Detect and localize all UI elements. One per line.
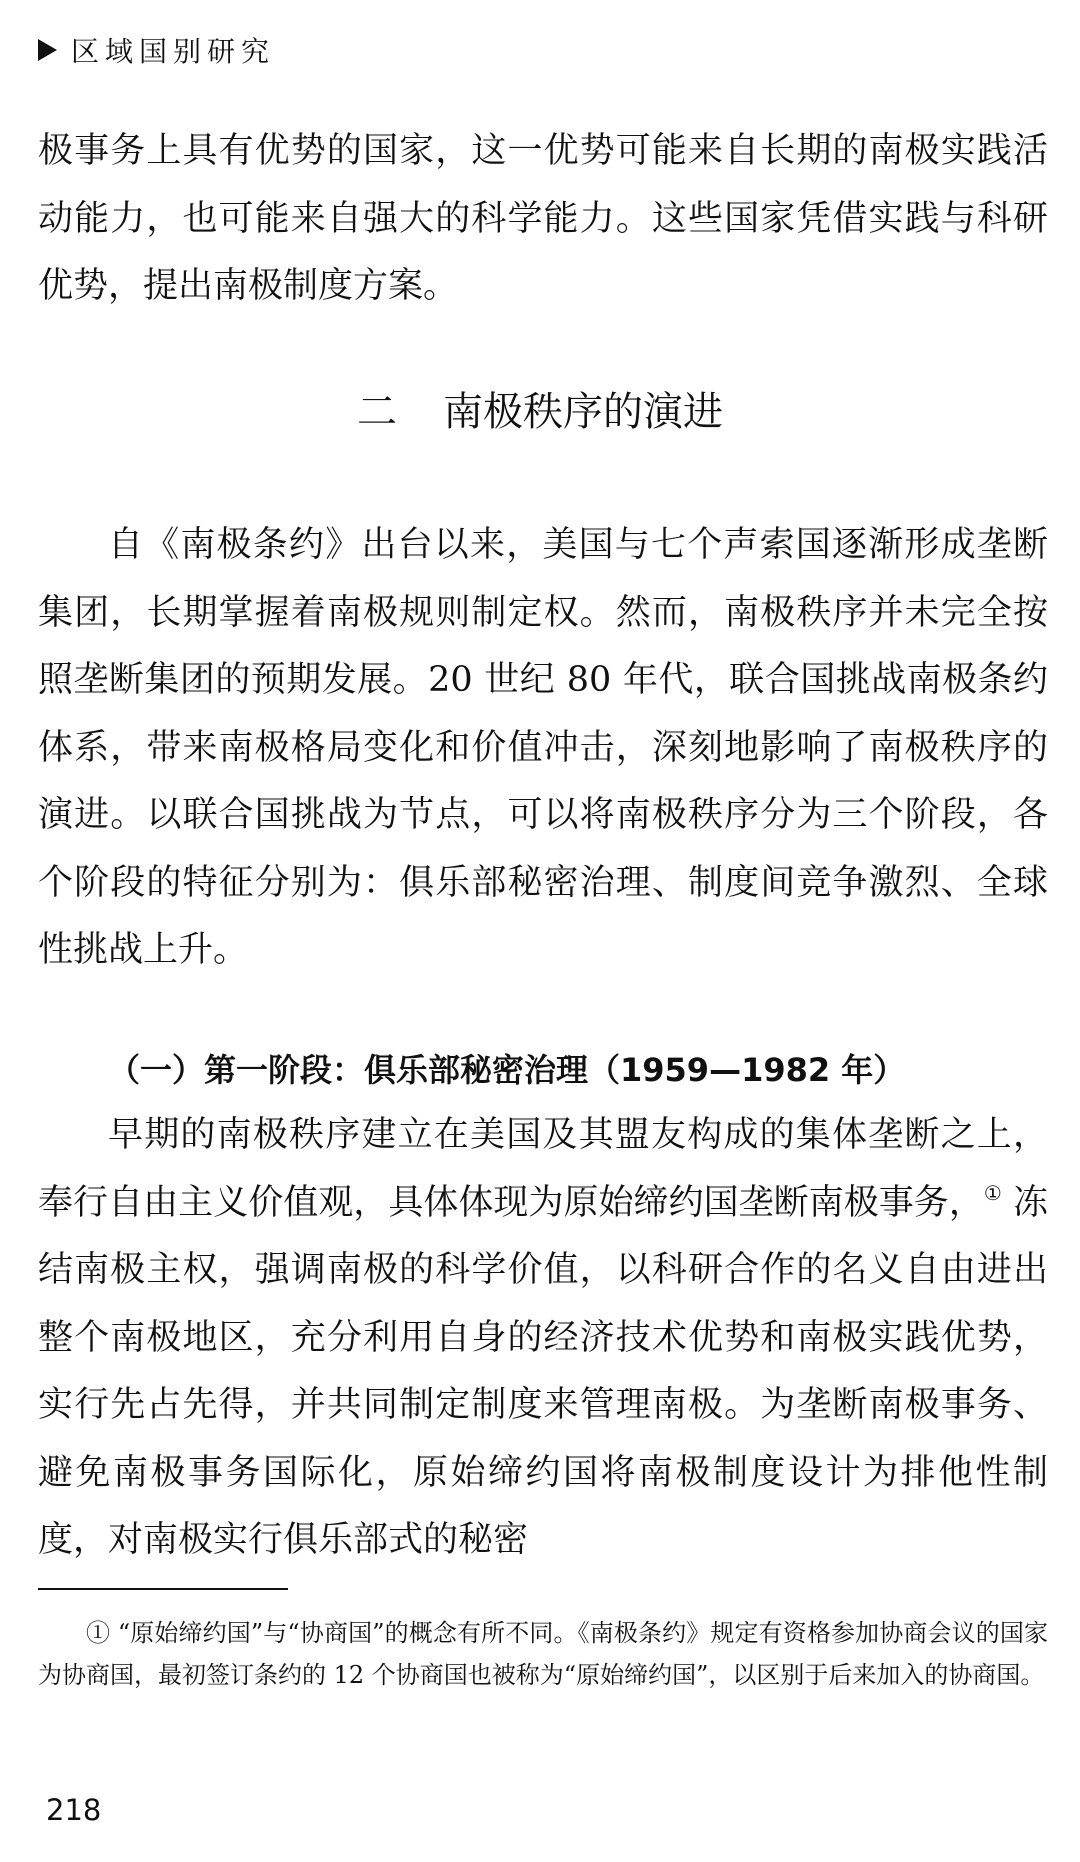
footnote: ① “原始缔约国”与“协商国”的概念有所不同。《南极条约》规定有资格参加协商会议的国家为协商国，最初签订条约的 12 个协商国也被称为“原始缔约国”，以区别于后来加入的协商国。 [38, 1619, 1048, 1689]
running-header [38, 30, 275, 70]
section-number: 二 [357, 389, 397, 435]
section-heading [0, 382, 1080, 442]
paragraph-continued: 极事务上具有优势的国家，这一优势可能来自长期的南极实践活动能力，也可能来自强大的科学能力。这些国家凭借实践与科研优势，提出南极制度方案。 [38, 131, 1048, 306]
paragraph-stage-one [38, 1102, 1048, 1575]
page-number: 218 [46, 1793, 102, 1827]
triangle-marker-icon [38, 39, 57, 61]
subsection-heading: （一）第一阶段：俱乐部秘密治理（1959—1982 年） [108, 1051, 906, 1089]
footnote-divider [38, 1588, 288, 1590]
paragraph-text: 冻结南极主权，强调南极的科学价值，以科研合作的名义自由进出整个南极地区，充分利用自身的经济技术优势和南极实践优势，实行先占先得，并共同制定制度来管理南极。为垄断南极事务、避免南极事务国际化，原始缔约国将南极制度设计为排他性制度，对南极实行俱乐部式的秘密 [38, 1182, 1048, 1560]
paragraph-text: 早期的南极秩序建立在美国及其盟友构成的集体垄断之上，奉行自由主义价值观，具体体现为原始缔约国垄断南极事务， [38, 1115, 1048, 1223]
footnote-reference[interactable]: ① [983, 1180, 1002, 1205]
running-header-title: 区域国别研究 [71, 35, 276, 68]
paragraph-intro: 自《南极条约》出台以来，美国与七个声索国逐渐形成垄断集团，长期掌握着南极规则制定权。然而，南极秩序并未完全按照垄断集团的预期发展。20 世纪 80 年代，联合国挑战南极条约体系，带来南极格局变化和价值冲击，深刻地影响了南极秩序的演进。以联合国挑战为节点，可以将南极秩序分为三个阶段，各个阶段的特征分别为：俱乐部秘密治理、制度间竞争激烈、全球性挑战上升。 [38, 525, 1048, 970]
section-title: 南极秩序的演进 [443, 389, 723, 435]
